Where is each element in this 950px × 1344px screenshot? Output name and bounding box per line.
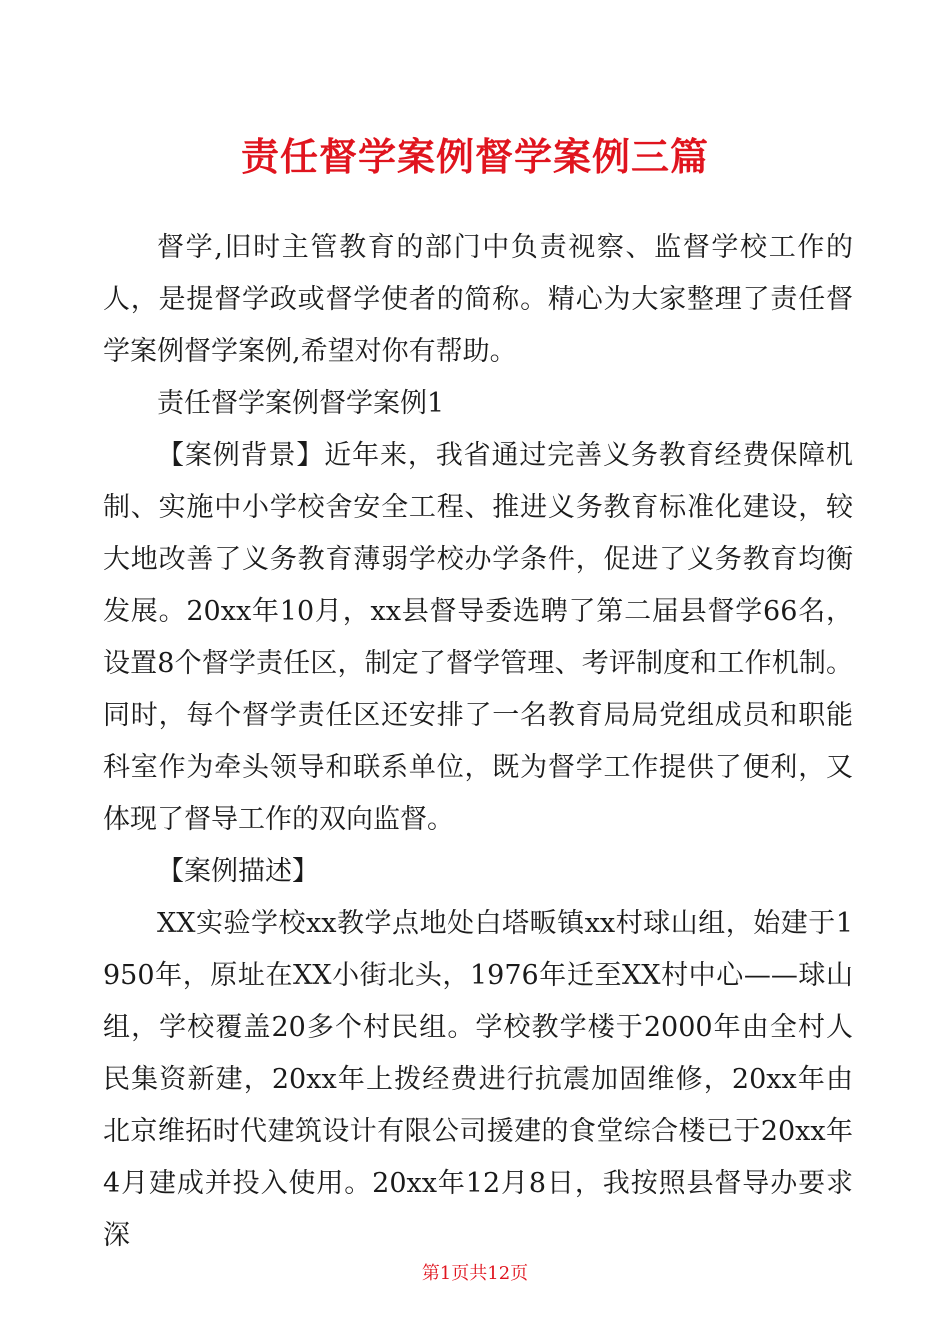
page-number-footer: 第1页共12页 (421, 1263, 529, 1284)
document-title: 责任督学案例督学案例三篇 (240, 135, 709, 180)
paragraph-case-description-heading: 【案例描述】 (157, 856, 319, 887)
paragraph-case-description: XX实验学校xx教学点地处白塔畈镇xx村球山组，始建于1950年，原址在XX小街北头，1976年迁至XX村中心——球山组，学校覆盖20多个村民组。学校教学楼于2000年由全村人民集资新建，20xx年上拨经费进行抗震加固维修，20xx年由北京维拓时代建筑设计有限公司援建的食堂综合楼已于20xx年4月建成并投入使用。20xx年12月8日，我按照县督导办要求深 (103, 908, 853, 1251)
paragraph-intro: 督学,旧时主管教育的部门中负责视察、监督学校工作的人，是提督学政或督学使者的简称。精心为大家整理了责任督学案例督学案例,希望对你有帮助。 (103, 232, 853, 367)
paragraph-case-heading: 责任督学案例督学案例1 (157, 388, 445, 419)
document-body (103, 222, 853, 1262)
paragraph-case-background: 【案例背景】近年来，我省通过完善义务教育经费保障机制、实施中小学校舍安全工程、推进义务教育标准化建设，较大地改善了义务教育薄弱学校办学条件，促进了义务教育均衡发展。20xx年10月，xx县督导委选聘了第二届县督学66名，设置8个督学责任区，制定了督学管理、考评制度和工作机制。同时，每个督学责任区还安排了一名教育局局党组成员和职能科室作为牵头领导和联系单位，既为督学工作提供了便利，又体现了督导工作的双向监督。 (103, 440, 853, 835)
